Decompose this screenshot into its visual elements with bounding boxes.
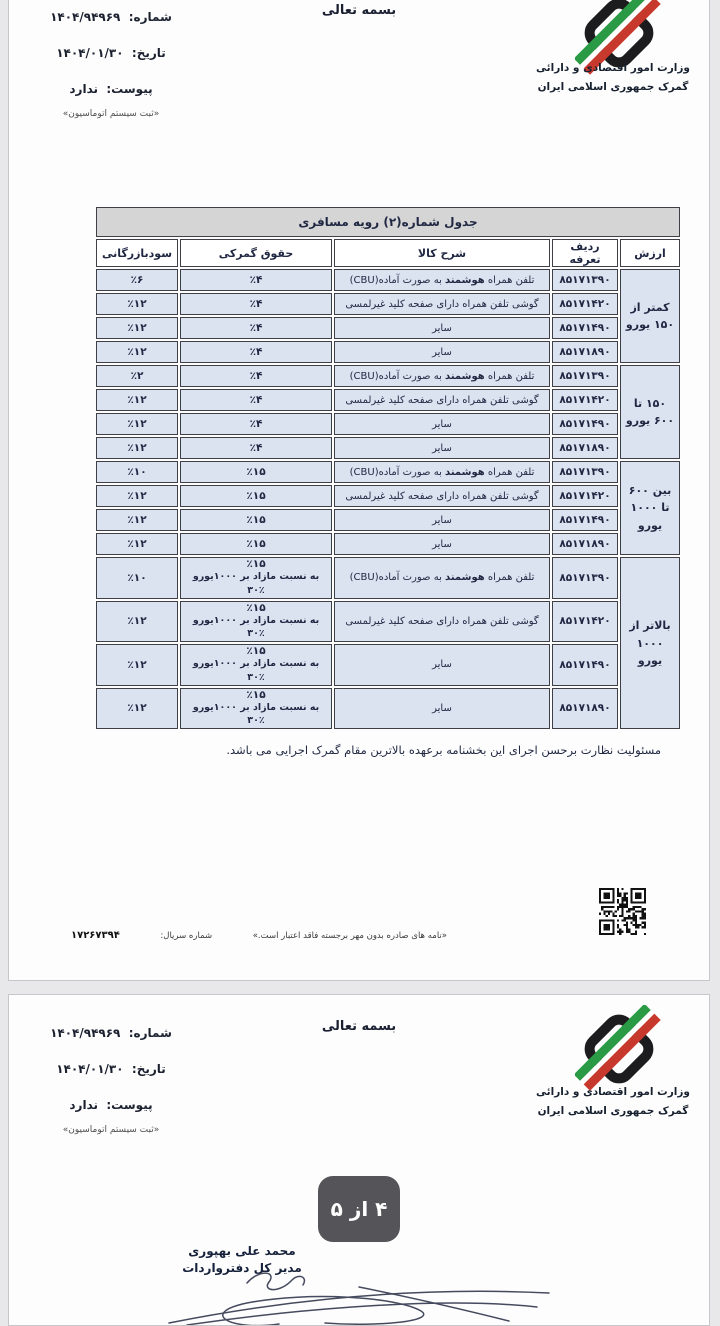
desc-pre: سایر <box>432 346 452 358</box>
customs-duty-cell <box>180 601 332 643</box>
table-row <box>96 293 680 315</box>
desc-pre: تلفن همراه <box>484 370 535 382</box>
duty-main: ٪۴ <box>249 298 263 310</box>
automation-note: «ثبت سیستم اتوماسیون» <box>62 1125 160 1135</box>
table-row <box>96 557 680 599</box>
duty-main: ٪۱۵ <box>246 466 266 478</box>
table-row <box>96 533 680 555</box>
customs-duty-cell <box>180 365 332 387</box>
document-page-2 <box>8 994 710 1326</box>
ministry-title <box>521 1083 705 1122</box>
desc-pre: سایر <box>432 418 452 430</box>
description-cell <box>334 437 550 459</box>
commercial-profit-cell: ٪۱۲ <box>96 644 178 686</box>
description-cell <box>334 644 550 686</box>
tariff-row-cell: ۸۵۱۷۱۳۹۰ <box>552 461 618 483</box>
description-cell <box>334 688 550 730</box>
letter-date <box>25 1051 197 1087</box>
table-row <box>96 437 680 459</box>
duty-main: ٪۱۵ <box>246 645 266 658</box>
table-row <box>96 413 680 435</box>
commercial-profit-cell: ٪۱۲ <box>96 413 178 435</box>
table-row <box>96 389 680 411</box>
duty-main: ٪۴ <box>249 442 263 454</box>
tariff-row-cell: ۸۵۱۷۱۳۹۰ <box>552 365 618 387</box>
description-cell <box>334 317 550 339</box>
desc-bold: هوشمند <box>445 466 485 478</box>
customs-logo-icon <box>575 1005 663 1093</box>
desc-pre: گوشی تلفن همراه دارای صفحه کلید غیرلمسی <box>345 298 539 310</box>
ministry-line1: وزارت امور اقتصادی و دارائی <box>536 1086 690 1098</box>
table-title-row <box>96 207 680 237</box>
desc-post: به صورت آماده(CBU) <box>349 274 446 286</box>
header-tariff-row: ردیف تعرفه <box>552 239 618 267</box>
tariff-row-cell: ۸۵۱۷۱۸۹۰ <box>552 341 618 363</box>
desc-bold: هوشمند <box>445 370 485 382</box>
header-value: ارزش <box>620 239 680 267</box>
duty-main: ٪۴ <box>249 322 263 334</box>
header-commercial-profit: سودبازرگانی <box>96 239 178 267</box>
validity-note: «نامه های صادره بدون مهر برجسته فاقد اعتبار است.» <box>252 930 447 941</box>
attachment-label: پیوست: <box>106 82 153 96</box>
desc-pre: سایر <box>432 538 452 550</box>
date-value: ۱۴۰۴/۰۱/۳۰ <box>56 1062 124 1076</box>
duty-main: ٪۴ <box>249 394 263 406</box>
commercial-profit-cell: ٪۲ <box>96 365 178 387</box>
letter-number <box>25 0 197 35</box>
letter-attachment <box>25 71 197 107</box>
desc-pre: گوشی تلفن همراه دارای صفحه کلید غیرلمسی <box>345 615 539 627</box>
ministry-line1: وزارت امور اقتصادی و دارائی <box>536 62 690 74</box>
tariff-row-cell: ۸۵۱۷۱۸۹۰ <box>552 437 618 459</box>
number-label: شماره: <box>128 1026 172 1040</box>
description-cell <box>334 461 550 483</box>
signatory-name: محمد علی بهپوری <box>188 1244 296 1258</box>
number-value: ۱۴۰۴/۹۴۹۶۹ <box>50 10 121 24</box>
tariff-row-cell: ۸۵۱۷۱۳۹۰ <box>552 557 618 599</box>
tariff-row-cell: ۸۵۱۷۱۴۹۰ <box>552 644 618 686</box>
value-group-cell: کمتر از ۱۵۰ یورو <box>620 269 680 363</box>
customs-duty-cell <box>180 293 332 315</box>
duty-extra: به نسبت مازاد بر ۱۰۰۰یورو ٪۳۰ <box>192 701 320 727</box>
desc-bold: هوشمند <box>445 572 485 584</box>
customs-duty-cell <box>180 437 332 459</box>
document-page-1 <box>8 0 710 981</box>
duty-extra: به نسبت مازاد بر ۱۰۰۰یورو ٪۳۰ <box>192 658 320 683</box>
customs-duty-cell <box>180 509 332 531</box>
commercial-profit-cell: ٪۱۲ <box>96 293 178 315</box>
tariff-row-cell: ۸۵۱۷۱۳۹۰ <box>552 269 618 291</box>
table-header-row <box>96 239 680 267</box>
duty-extra: به نسبت مازاد بر ۱۰۰۰یورو ٪۳۰ <box>192 614 320 640</box>
customs-duty-cell <box>180 688 332 730</box>
automation-note: «ثبت سیستم اتوماسیون» <box>62 109 160 119</box>
page-footer <box>71 930 447 941</box>
ministry-line2: گمرک جمهوری اسلامی ایران <box>537 1105 689 1118</box>
desc-pre: سایر <box>432 659 452 671</box>
page-indicator-text: ۴ از ۵ <box>330 1197 388 1221</box>
tariff-row-cell: ۸۵۱۷۱۴۹۰ <box>552 317 618 339</box>
description-cell <box>334 557 550 599</box>
customs-duty-cell <box>180 269 332 291</box>
tariff-row-cell: ۸۵۱۷۱۴۲۰ <box>552 293 618 315</box>
customs-duty-cell <box>180 557 332 599</box>
table-row <box>96 644 680 686</box>
header-customs-duty: حقوق گمرکی <box>180 239 332 267</box>
signatory-title: مدیر کل دفترواردات <box>182 1260 302 1275</box>
signature-scribble <box>129 1267 565 1325</box>
duty-main: ٪۴ <box>249 274 263 286</box>
attachment-value: ندارد <box>69 1098 99 1112</box>
duty-main: ٪۱۵ <box>246 538 266 550</box>
table-row <box>96 461 680 483</box>
attachment-label: پیوست: <box>106 1098 153 1112</box>
commercial-profit-cell: ٪۱۲ <box>96 601 178 643</box>
duty-main: ٪۴ <box>249 370 263 382</box>
desc-pre: سایر <box>432 442 452 454</box>
tariff-table <box>94 205 682 731</box>
ministry-line2: گمرک جمهوری اسلامی ایران <box>537 81 689 94</box>
tariff-row-cell: ۸۵۱۷۱۴۲۰ <box>552 485 618 507</box>
table-row <box>96 509 680 531</box>
commercial-profit-cell: ٪۱۰ <box>96 557 178 599</box>
ministry-title <box>521 59 705 98</box>
description-cell <box>334 341 550 363</box>
attachment-value: ندارد <box>69 82 99 96</box>
desc-pre: سایر <box>432 322 452 334</box>
date-label: تاریخ: <box>131 46 166 60</box>
supervision-note: مسئولیت نظارت برحسن اجرای این بخشنامه برعهده بالاترین مقام گمرک اجرایی می باشد. <box>226 743 661 757</box>
duty-main: ٪۱۵ <box>246 601 266 614</box>
commercial-profit-cell: ٪۱۲ <box>96 509 178 531</box>
table-row <box>96 269 680 291</box>
table-row <box>96 485 680 507</box>
duty-main: ٪۱۵ <box>246 558 266 570</box>
desc-pre: سایر <box>432 514 452 526</box>
table-title: جدول شماره(۲) رویه مسافری <box>96 207 680 237</box>
description-cell <box>334 533 550 555</box>
letter-meta <box>25 1015 197 1137</box>
desc-bold: هوشمند <box>445 274 485 286</box>
tariff-row-cell: ۸۵۱۷۱۴۲۰ <box>552 601 618 643</box>
letter-attachment <box>25 1087 197 1123</box>
tariff-row-cell: ۸۵۱۷۱۴۹۰ <box>552 509 618 531</box>
desc-pre: گوشی تلفن همراه دارای صفحه کلید غیرلمسی <box>345 490 539 502</box>
table-row <box>96 341 680 363</box>
tariff-row-cell: ۸۵۱۷۱۴۹۰ <box>552 413 618 435</box>
customs-duty-cell <box>180 413 332 435</box>
duty-main: ٪۴ <box>249 346 263 358</box>
description-cell <box>334 269 550 291</box>
serial-value: ۱۷۲۶۷۳۹۴ <box>71 930 120 941</box>
duty-main: ٪۱۵ <box>246 688 266 701</box>
duty-extra: به نسبت مازاد بر ۱۰۰۰یورو ٪۳۰ <box>192 571 320 596</box>
value-group-cell: بالاتر از ۱۰۰۰ یورو <box>620 557 680 729</box>
customs-duty-cell <box>180 461 332 483</box>
desc-pre: تلفن همراه <box>484 466 535 478</box>
table-row <box>96 365 680 387</box>
tariff-table-body <box>96 269 680 729</box>
commercial-profit-cell: ٪۱۰ <box>96 461 178 483</box>
page-indicator <box>318 1176 400 1242</box>
letter-number <box>25 1015 197 1051</box>
desc-pre: تلفن همراه <box>484 572 535 584</box>
desc-pre: تلفن همراه <box>484 274 535 286</box>
basmala-text: بسمه تعالی <box>321 3 397 18</box>
duty-main: ٪۱۵ <box>246 514 266 526</box>
description-cell <box>334 601 550 643</box>
commercial-profit-cell: ٪۱۲ <box>96 688 178 730</box>
description-cell <box>334 293 550 315</box>
customs-duty-cell <box>180 644 332 686</box>
serial-label: شماره سریال: <box>160 930 213 941</box>
qr-code <box>599 888 646 935</box>
customs-duty-cell <box>180 533 332 555</box>
desc-pre: گوشی تلفن همراه دارای صفحه کلید غیرلمسی <box>345 394 539 406</box>
commercial-profit-cell: ٪۱۲ <box>96 437 178 459</box>
table-row <box>96 688 680 730</box>
table-row <box>96 317 680 339</box>
date-value: ۱۴۰۴/۰۱/۳۰ <box>56 46 124 60</box>
customs-duty-cell <box>180 389 332 411</box>
description-cell <box>334 413 550 435</box>
tariff-row-cell: ۸۵۱۷۱۴۲۰ <box>552 389 618 411</box>
description-cell <box>334 485 550 507</box>
customs-duty-cell <box>180 341 332 363</box>
commercial-profit-cell: ٪۱۲ <box>96 317 178 339</box>
basmala-text: بسمه تعالی <box>321 1019 397 1034</box>
number-value: ۱۴۰۴/۹۴۹۶۹ <box>50 1026 121 1040</box>
tariff-row-cell: ۸۵۱۷۱۸۹۰ <box>552 688 618 730</box>
desc-post: به صورت آماده(CBU) <box>349 466 446 478</box>
commercial-profit-cell: ٪۱۲ <box>96 389 178 411</box>
date-label: تاریخ: <box>131 1062 166 1076</box>
letter-meta <box>25 0 197 121</box>
description-cell <box>334 389 550 411</box>
table-row <box>96 601 680 643</box>
commercial-profit-cell: ٪۱۲ <box>96 341 178 363</box>
desc-pre: سایر <box>432 702 452 714</box>
description-cell <box>334 365 550 387</box>
duty-main: ٪۱۵ <box>246 490 266 502</box>
desc-post: به صورت آماده(CBU) <box>349 370 446 382</box>
commercial-profit-cell: ٪۶ <box>96 269 178 291</box>
customs-duty-cell <box>180 485 332 507</box>
tariff-row-cell: ۸۵۱۷۱۸۹۰ <box>552 533 618 555</box>
number-label: شماره: <box>128 10 172 24</box>
value-group-cell: بین ۶۰۰ تا ۱۰۰۰ یورو <box>620 461 680 555</box>
desc-post: به صورت آماده(CBU) <box>349 572 446 584</box>
header-description: شرح کالا <box>334 239 550 267</box>
commercial-profit-cell: ٪۱۲ <box>96 485 178 507</box>
description-cell <box>334 509 550 531</box>
letter-date <box>25 35 197 71</box>
value-group-cell: ۱۵۰ تا ۶۰۰ یورو <box>620 365 680 459</box>
commercial-profit-cell: ٪۱۲ <box>96 533 178 555</box>
customs-duty-cell <box>180 317 332 339</box>
duty-main: ٪۴ <box>249 418 263 430</box>
